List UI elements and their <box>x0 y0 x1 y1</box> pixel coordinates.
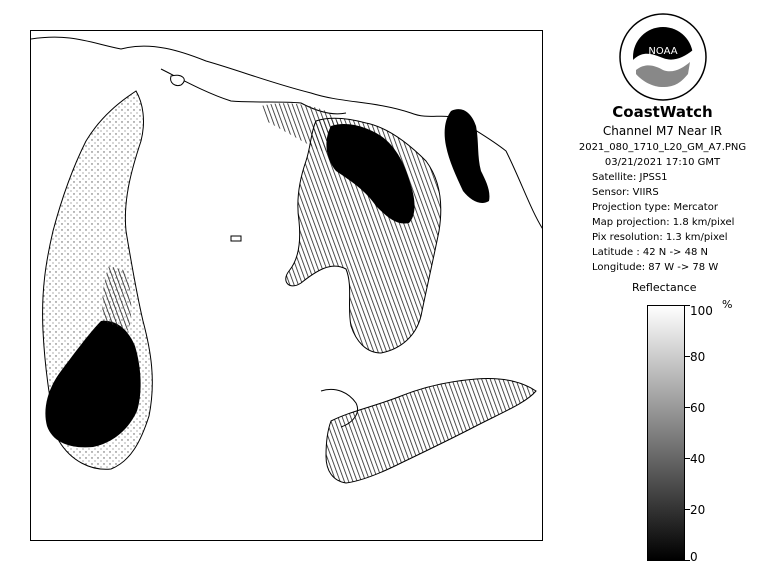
tick-label-20: 20 <box>690 503 706 517</box>
map-svg <box>31 31 543 541</box>
satellite: Satellite: JPSS1 <box>592 172 668 183</box>
tick-label-0: 0 <box>690 550 698 564</box>
colorbar-label: Reflectance <box>632 281 697 294</box>
map-projection: Map projection: 1.8 km/pixel <box>592 217 735 228</box>
island-small-1 <box>231 236 241 241</box>
title: CoastWatch <box>612 103 713 121</box>
lake-erie-shore <box>326 379 536 484</box>
logo-center-text: NOAA <box>648 46 678 57</box>
filename: 2021_080_1710_L20_GM_A7.PNG <box>578 142 747 153</box>
tick-label-40: 40 <box>690 452 706 466</box>
subtitle: Channel M7 Near IR <box>602 124 723 138</box>
projection-type: Projection type: Mercator <box>592 202 718 213</box>
tick-label-60: 60 <box>690 401 706 415</box>
hatched-area-west <box>102 266 131 331</box>
sensor: Sensor: VIIRS <box>592 187 659 198</box>
tick-label-80: 80 <box>690 350 706 364</box>
datetime: 03/21/2021 17:10 GMT <box>604 157 721 168</box>
cloud-mass-east <box>445 109 490 203</box>
noaa-seal-icon <box>618 12 708 102</box>
latitude: Latitude : 42 N -> 48 N <box>592 247 708 258</box>
pix-resolution: Pix resolution: 1.3 km/pixel <box>592 232 728 243</box>
tick-label-100: 100 <box>690 304 713 318</box>
reflectance-colorbar <box>647 305 685 561</box>
map-panel[interactable] <box>30 30 543 541</box>
colorbar-unit: % <box>722 298 733 311</box>
island-small-2 <box>171 75 185 85</box>
longitude: Longitude: 87 W -> 78 W <box>592 262 719 273</box>
